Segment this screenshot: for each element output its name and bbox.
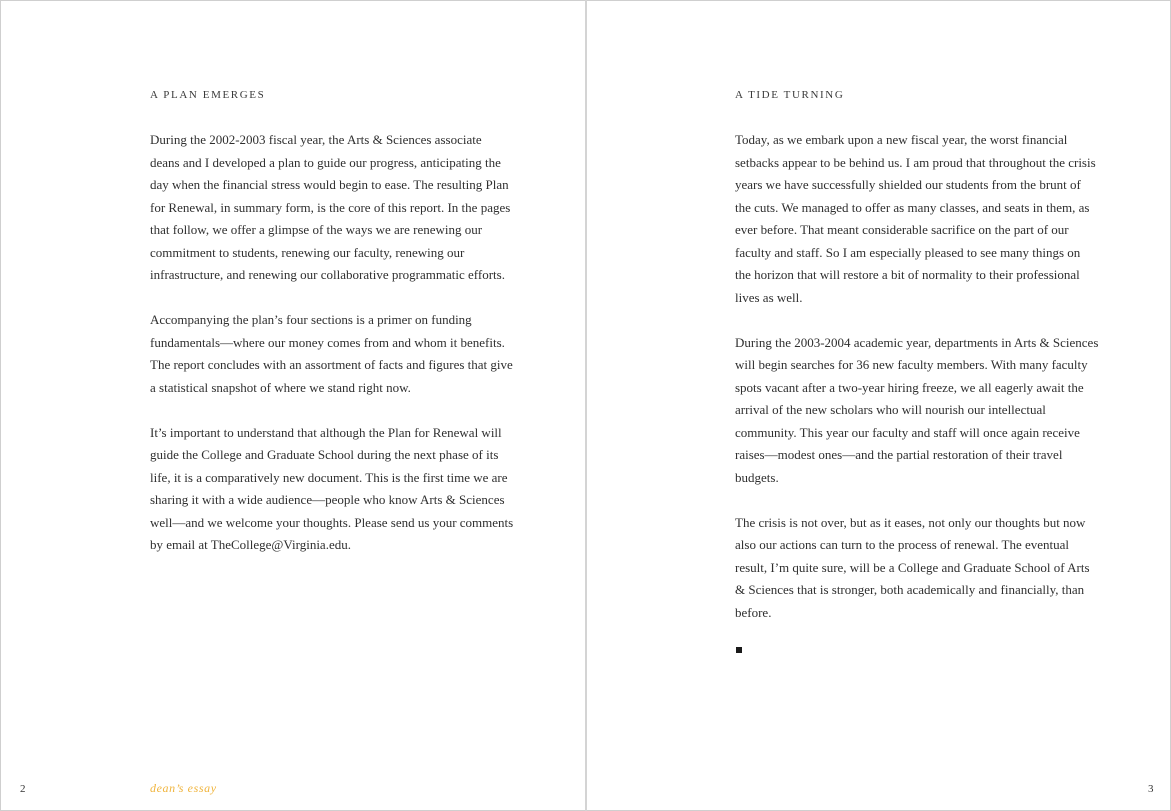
right-paragraph-3: The crisis is not over, but as it eases, not only our thoughts but now also our actions can turn to the process of renewal. The eventual result, I’m quite sure, will be a College and Graduate School of Arts & Sciences that is stronger, both academically and financially, than before. (735, 514, 1090, 620)
right-paragraph-1: Today, as we embark upon a new fiscal year, the worst financial setbacks appear to be behind us. I am proud that throughout the crisis years we have successfully shielded our students from the brunt of the cuts. We managed to offer as many classes, and seats in them, as ever before. That meant considerable sacrifice on the part of our faculty and staff. So I am especially pleased to see many things on the horizon that will restore a bit of normality to their professional lives as well. (735, 132, 1096, 305)
right-page (587, 0, 1171, 811)
left-page (0, 0, 585, 811)
left-paragraph-2: Accompanying the plan’s four sections is a primer on funding fundamentals—where our money comes from and whom it benefits. The report concludes with an assortment of facts and figures that give a statistical snapshot of where we stand right now. (150, 312, 513, 395)
right-page-number: 3 (1148, 783, 1154, 795)
right-section-heading: A TIDE TURNING (735, 89, 845, 101)
right-body-text (735, 129, 1099, 653)
left-page-number: 2 (20, 783, 26, 795)
left-paragraph-1: During the 2002-2003 fiscal year, the Arts & Sciences associate deans and I developed a plan to guide our progress, anticipating the day when the financial stress would begin to ease. The resulting Plan for Renewal, in summary form, is the core of this report. In the pages that follow, we offer a glimpse of the ways we are renewing our commitment to students, renewing our faculty, renewing our infrastructure, and renewing our collaborative programmatic efforts. (150, 132, 511, 282)
left-paragraph-3: It’s important to understand that although the Plan for Renewal will guide the College and Graduate School during the next phase of its life, it is a comparatively new document. This is the first time we are sharing it with a wide audience—people who know Arts & Sciences well—and we welcome your thoughts. Please send us your comments by email at TheCollege@Virginia.edu. (150, 424, 514, 552)
running-footer-label: dean’s essay (150, 781, 217, 795)
left-section-heading: A PLAN EMERGES (150, 89, 266, 101)
right-paragraph-2: During the 2003-2004 academic year, departments in Arts & Sciences will begin searches for 36 new faculty members. With many faculty spots vacant after a two-year hiring freeze, we all eagerly await the arrival of the new scholars who will nourish our intellectual community. This year our faculty and staff will once again receive raises—modest ones—and the partial restoration of their travel budgets. (735, 334, 1099, 485)
end-of-article-mark (736, 647, 742, 653)
left-body-text (150, 129, 514, 579)
